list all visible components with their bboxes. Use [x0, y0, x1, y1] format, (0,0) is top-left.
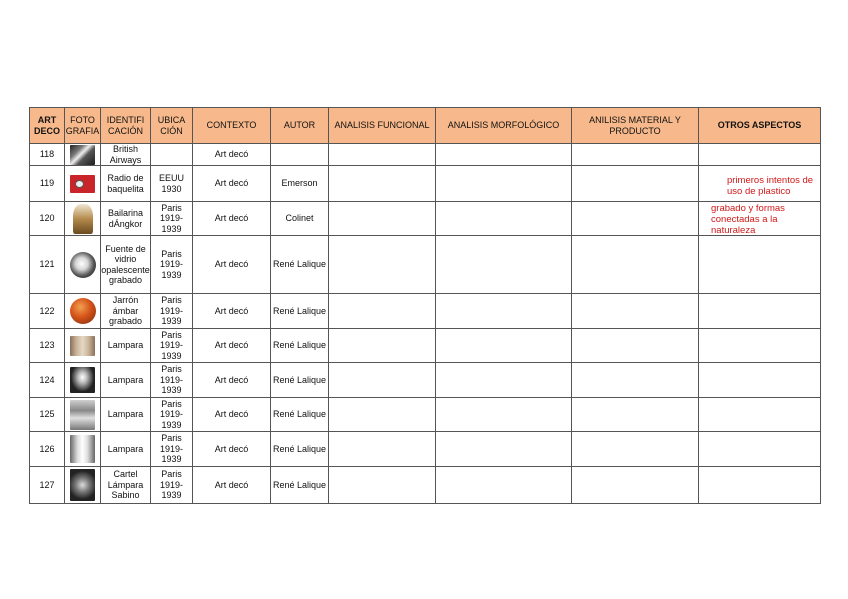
- table-row: [30, 398, 821, 432]
- cell-morfologico: [436, 166, 572, 202]
- cell-funcional: [329, 363, 436, 398]
- cell-photo: [65, 166, 101, 202]
- cell-ubicacion: Paris 1919-1939: [151, 202, 193, 236]
- note-naturaleza: grabado y formas conectadas a la naturaleza: [711, 203, 785, 236]
- cell-material: [572, 144, 699, 166]
- cell-ubicacion: Paris 1919-1939: [151, 236, 193, 294]
- cell-autor: René Lalique: [271, 398, 329, 432]
- header-contexto: CONTEXTO: [193, 108, 271, 144]
- header-analisis-morfologico: ANALISIS MORFOLÓGICO: [436, 108, 572, 144]
- cell-morfologico: [436, 467, 572, 504]
- cell-ubicacion: Paris 1919-1939: [151, 432, 193, 467]
- table-row: [30, 166, 821, 202]
- header-analisis-funcional: ANALISIS FUNCIONAL: [329, 108, 436, 144]
- bailarina-photo: [73, 204, 93, 234]
- table-row: [30, 432, 821, 467]
- cell-number: 124: [30, 363, 65, 398]
- cell-material: [572, 398, 699, 432]
- cell-photo: [65, 363, 101, 398]
- cell-morfologico: [436, 432, 572, 467]
- cell-identificacion: Cartel Lámpara Sabino: [101, 467, 151, 504]
- cell-autor: Emerson: [271, 166, 329, 202]
- cell-identificacion: Lampara: [101, 329, 151, 363]
- cell-material: [572, 432, 699, 467]
- cell-identificacion: Radio de baquelita: [101, 166, 151, 202]
- cell-photo: [65, 398, 101, 432]
- cell-funcional: [329, 202, 436, 236]
- cell-number: 127: [30, 467, 65, 504]
- header-identificacion: IDENTIFI CACIÓN: [101, 108, 151, 144]
- table-row: [30, 202, 821, 236]
- cell-funcional: [329, 166, 436, 202]
- header-row: [30, 108, 821, 144]
- cell-photo: [65, 432, 101, 467]
- cell-autor: Colinet: [271, 202, 329, 236]
- table-row: [30, 329, 821, 363]
- cell-morfologico: [436, 398, 572, 432]
- cell-morfologico: [436, 294, 572, 329]
- cell-morfologico: [436, 202, 572, 236]
- cell-material: [572, 329, 699, 363]
- table-row: [30, 467, 821, 504]
- lampara-photo: [70, 435, 95, 463]
- header-art-deco: ART DECO: [30, 108, 65, 144]
- cell-contexto: Art decó: [193, 236, 271, 294]
- cell-photo: [65, 467, 101, 504]
- cell-identificacion: Fuente de vidrio opalescente grabado: [101, 236, 151, 294]
- cell-contexto: Art decó: [193, 432, 271, 467]
- cell-ubicacion: Paris 1919-1939: [151, 363, 193, 398]
- cell-ubicacion: [151, 144, 193, 166]
- cell-ubicacion: Paris 1919-1939: [151, 294, 193, 329]
- cell-contexto: Art decó: [193, 329, 271, 363]
- cell-ubicacion: Paris 1919-1939: [151, 329, 193, 363]
- table-row: [30, 363, 821, 398]
- lampara-photo: [70, 367, 95, 393]
- header-otros-aspectos: OTROS ASPECTOS: [699, 108, 821, 144]
- cell-autor: René Lalique: [271, 432, 329, 467]
- cell-morfologico: [436, 236, 572, 294]
- cell-autor: René Lalique: [271, 294, 329, 329]
- table-row: [30, 236, 821, 294]
- cell-otros: [699, 363, 821, 398]
- cell-material: [572, 363, 699, 398]
- cell-number: 125: [30, 398, 65, 432]
- cell-contexto: Art decó: [193, 467, 271, 504]
- cell-photo: [65, 236, 101, 294]
- cell-number: 123: [30, 329, 65, 363]
- cell-material: [572, 166, 699, 202]
- cell-autor: [271, 144, 329, 166]
- cartel-photo: [70, 469, 95, 501]
- cell-autor: René Lalique: [271, 467, 329, 504]
- cell-number: 126: [30, 432, 65, 467]
- header-analisis-material: ANILISIS MATERIAL Y PRODUCTO: [572, 108, 699, 144]
- cell-number: 122: [30, 294, 65, 329]
- art-deco-table: [29, 107, 821, 504]
- cell-contexto: Art decó: [193, 202, 271, 236]
- cell-identificacion: Lampara: [101, 432, 151, 467]
- cell-material: [572, 294, 699, 329]
- cell-funcional: [329, 467, 436, 504]
- cell-identificacion: Lampara: [101, 363, 151, 398]
- cell-material: [572, 202, 699, 236]
- cell-ubicacion: EEUU 1930: [151, 166, 193, 202]
- cell-autor: René Lalique: [271, 236, 329, 294]
- cell-number: 121: [30, 236, 65, 294]
- cell-morfologico: [436, 144, 572, 166]
- table-row: [30, 294, 821, 329]
- lampara-photo: [70, 400, 95, 430]
- british-airways-photo: [70, 145, 95, 165]
- cell-otros: [699, 398, 821, 432]
- cell-funcional: [329, 432, 436, 467]
- cell-photo: [65, 294, 101, 329]
- cell-otros: [699, 144, 821, 166]
- cell-contexto: Art decó: [193, 294, 271, 329]
- cell-funcional: [329, 329, 436, 363]
- cell-contexto: Art decó: [193, 166, 271, 202]
- cell-autor: René Lalique: [271, 363, 329, 398]
- cell-contexto: Art decó: [193, 398, 271, 432]
- cell-identificacion: Jarrón ámbar grabado: [101, 294, 151, 329]
- table-row: [30, 144, 821, 166]
- cell-funcional: [329, 236, 436, 294]
- radio-photo: [70, 175, 95, 193]
- cell-photo: [65, 202, 101, 236]
- cell-contexto: Art decó: [193, 363, 271, 398]
- cell-photo: [65, 144, 101, 166]
- cell-ubicacion: Paris 1919-1939: [151, 398, 193, 432]
- fuente-photo: [70, 252, 96, 278]
- cell-funcional: [329, 144, 436, 166]
- cell-contexto: Art decó: [193, 144, 271, 166]
- cell-material: [572, 236, 699, 294]
- header-fotografia: FOTO GRAFIA: [65, 108, 101, 144]
- cell-morfologico: [436, 363, 572, 398]
- cell-funcional: [329, 294, 436, 329]
- cell-otros: [699, 236, 821, 294]
- jarron-photo: [70, 298, 96, 324]
- cell-otros: [699, 294, 821, 329]
- cell-ubicacion: Paris 1919-1939: [151, 467, 193, 504]
- cell-morfologico: [436, 329, 572, 363]
- cell-identificacion: Bailarina dÁngkor: [101, 202, 151, 236]
- header-ubicacion: UBICA CIÓN: [151, 108, 193, 144]
- cell-material: [572, 467, 699, 504]
- cell-photo: [65, 329, 101, 363]
- header-autor: AUTOR: [271, 108, 329, 144]
- cell-otros: [699, 432, 821, 467]
- cell-number: 120: [30, 202, 65, 236]
- cell-number: 118: [30, 144, 65, 166]
- cell-identificacion: Lampara: [101, 398, 151, 432]
- cell-number: 119: [30, 166, 65, 202]
- cell-otros: [699, 329, 821, 363]
- lampara-photo: [70, 336, 95, 356]
- note-plastico: primeros intentos de uso de plastico: [727, 175, 814, 197]
- cell-identificacion: British Airways: [101, 144, 151, 166]
- cell-funcional: [329, 398, 436, 432]
- cell-autor: René Lalique: [271, 329, 329, 363]
- cell-otros: [699, 467, 821, 504]
